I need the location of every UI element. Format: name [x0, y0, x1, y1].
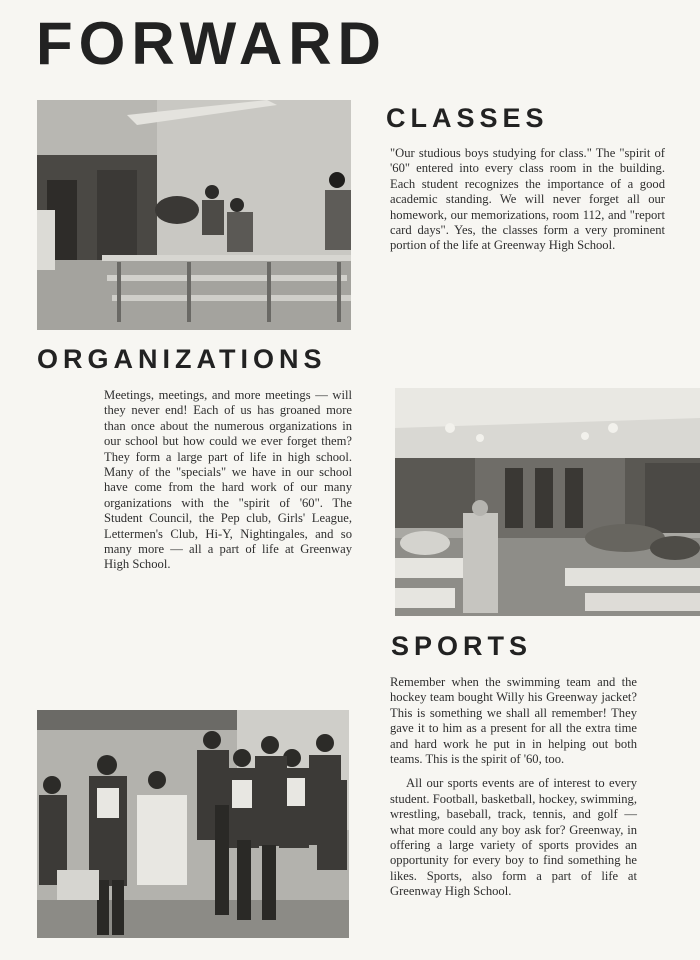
classes-text [390, 146, 665, 254]
sports-heading: SPORTS [391, 631, 533, 661]
sports-paragraph-2: All our sports events are of interest to every student. Football, basketball, hockey, swimming, wrestling, baseball, track, tennis, and golf — what more could any boy ask for? Greenway, in offering a large variety of sports provides an opportunity for every boy to find something he likes. Sports, also form a part of life at Greenway High School. [390, 776, 637, 899]
sports-paragraph-1: Remember when the swimming team and the hockey team bought Willy his Greenway jacket? This is something we shall all remember! They gave it to him as a present for all the extra time and hard work he put in in helping out both teams. This is the spirit of '60, too. [390, 675, 637, 767]
page-title: FORWARD [36, 10, 387, 77]
sports-text [390, 675, 637, 900]
organizations-photo [395, 388, 700, 616]
organizations-heading: ORGANIZATIONS [37, 344, 327, 374]
classes-photo [37, 100, 351, 330]
organizations-paragraph: Meetings, meetings, and more meetings — will they never end! Each of us has groaned more than once about the numerous organizations in our school but how could we ever forget them? They form a large part of life in high school. Many of the "specials" we have in our school have come from the hard work of our many organizations with the "spirit of '60". The Student Council, the Pep club, Girls' League, Lettermen's Club, Hi-Y, Nightingales, and so many more — all a part of life at Greenway High School. [104, 388, 352, 572]
sports-photo [37, 710, 349, 938]
classes-heading: CLASSES [386, 103, 549, 133]
organizations-text [104, 388, 352, 573]
classes-paragraph: "Our studious boys studying for class." The "spirit of '60" entered into every class room in the building. Each student recognizes the importance of a good academic standing. We will never forget all our homework, our memorizations, room 112, and "report card days". Yes, the classes form a very prominent portion of the life at Greenway High School. [390, 146, 665, 253]
